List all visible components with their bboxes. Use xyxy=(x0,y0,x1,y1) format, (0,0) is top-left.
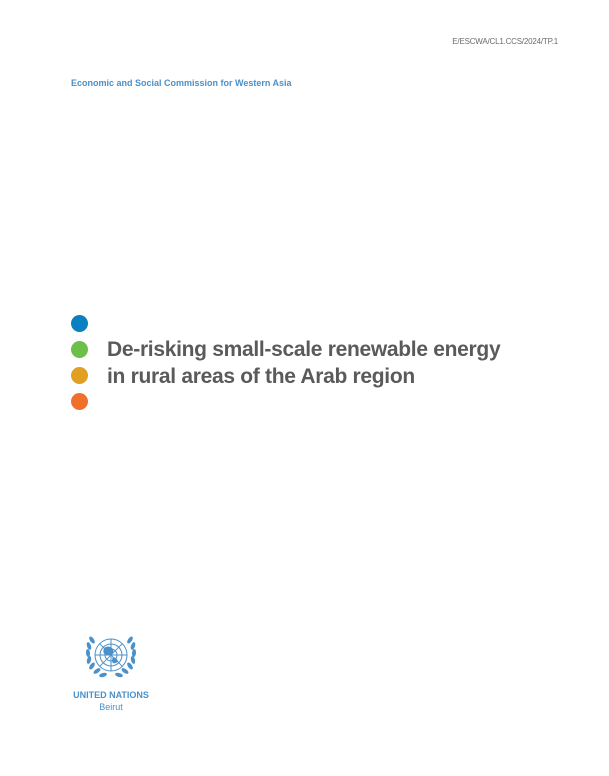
title-line-2: in rural areas of the Arab region xyxy=(107,365,415,388)
green-dot xyxy=(71,341,88,358)
organization-name: Economic and Social Commission for Western Asia xyxy=(71,78,292,88)
document-symbol: E/ESCWA/CL1.CCS/2024/TP.1 xyxy=(452,37,558,46)
un-city: Beirut xyxy=(99,702,123,712)
un-name: UNITED NATIONS xyxy=(73,690,149,700)
yellow-dot xyxy=(71,367,88,384)
un-emblem-icon xyxy=(76,628,146,686)
orange-dot xyxy=(71,393,88,410)
title-line-1: De-risking small-scale renewable energy xyxy=(107,338,501,361)
report-title xyxy=(107,336,587,390)
color-dots xyxy=(71,315,89,419)
blue-dot xyxy=(71,315,88,332)
